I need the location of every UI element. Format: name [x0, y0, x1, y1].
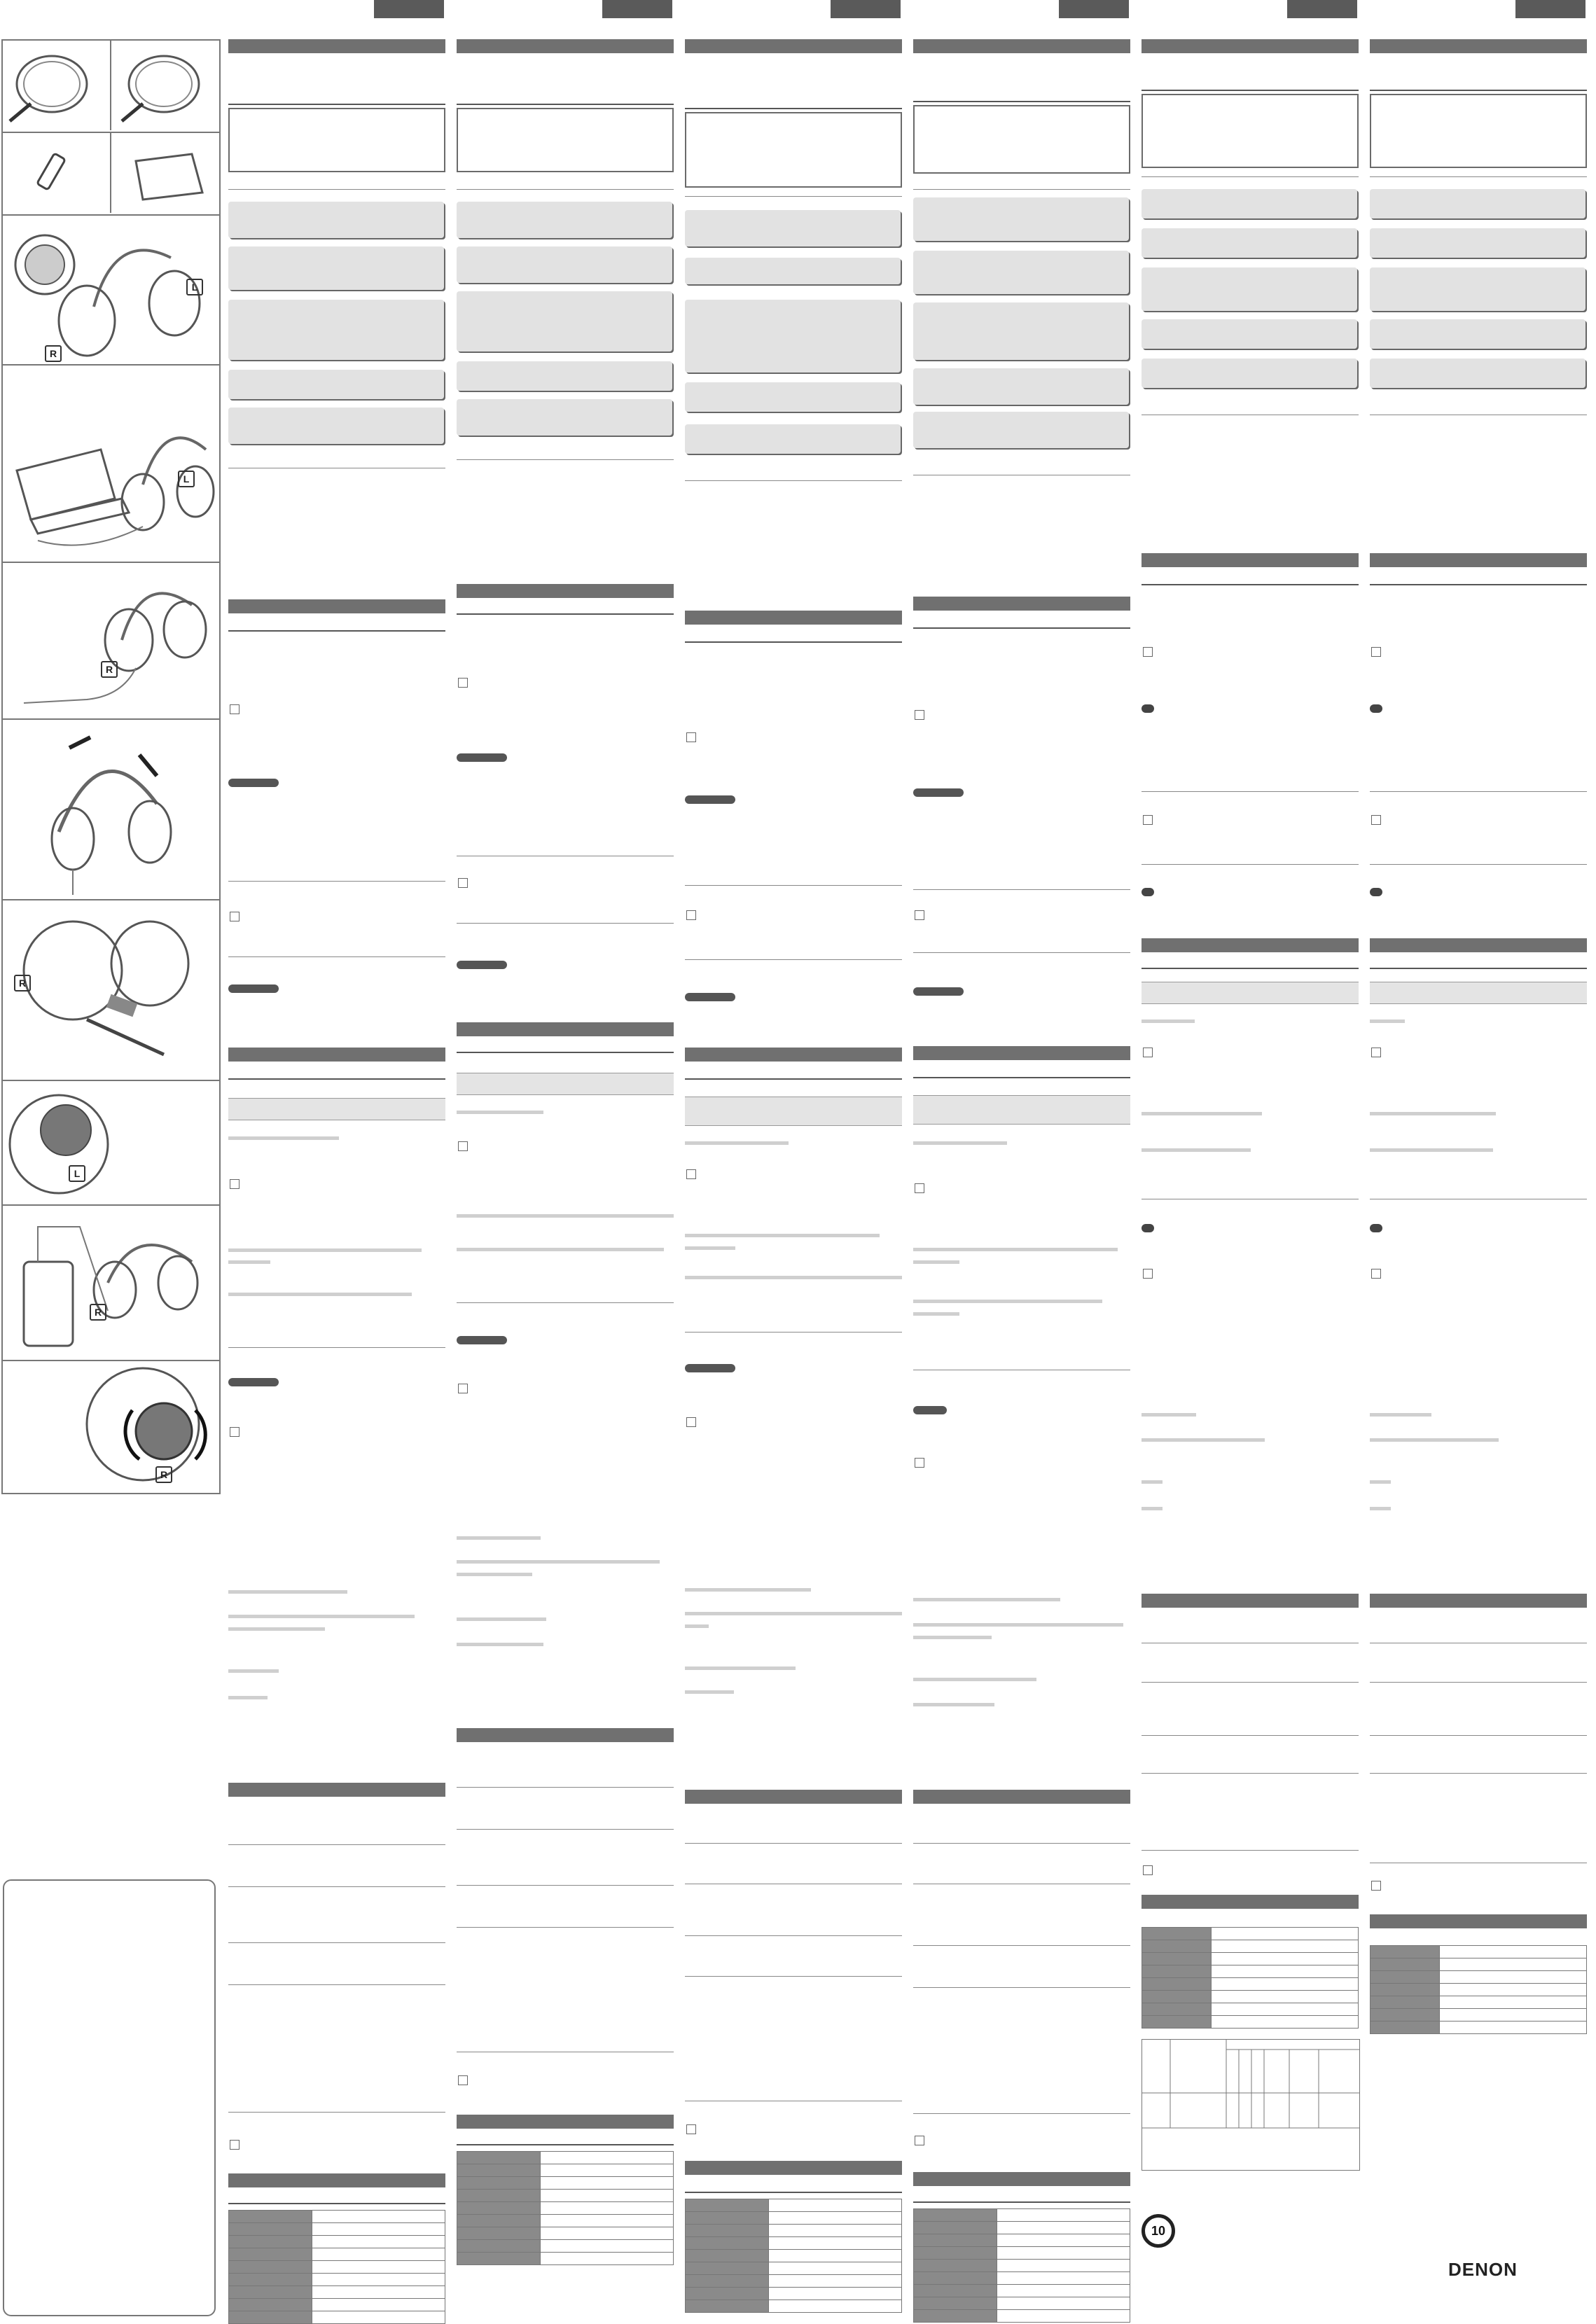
right-marker-3: R [14, 975, 31, 991]
laptop-connection-icon [3, 366, 216, 560]
right-marker: R [45, 345, 62, 362]
earcup-rotate-panel [1, 1360, 221, 1494]
smartphone-connection-panel [1, 1204, 221, 1363]
header-tab-1 [374, 0, 444, 18]
headphone-parts-icon [3, 216, 216, 363]
column-5 [1142, 39, 1359, 2315]
column-2 [457, 39, 674, 2315]
right-marker-5: R [155, 1466, 172, 1483]
note-icon [230, 704, 240, 714]
column-1 [228, 39, 445, 2315]
smartphone-connection-icon [3, 1206, 216, 1358]
left-marker-3: L [69, 1165, 85, 1182]
column-4 [913, 39, 1130, 2315]
denon-logo: DENON [1448, 2259, 1518, 2280]
cable-illustration-icon [3, 41, 216, 130]
adapter-connection-panel [1, 562, 221, 721]
laptop-connection-panel [1, 364, 221, 564]
adapter-pouch-icon [3, 133, 216, 213]
adapter-pouch-panel [1, 132, 221, 217]
cable-attach-icon [3, 900, 216, 1078]
headphone-parts-panel [1, 214, 221, 367]
earcup-icon [3, 1081, 216, 1203]
badge-number: 10 [1151, 2224, 1166, 2238]
column-6 [1370, 39, 1587, 2315]
left-marker: L [186, 279, 203, 295]
cable-attach-panel [1, 899, 221, 1083]
recycle-badge [1142, 2214, 1175, 2248]
adapter-connection-icon [3, 563, 216, 717]
header-tab-4 [1059, 0, 1129, 18]
earcup-panel [1, 1080, 221, 1207]
earcup-rotate-icon [3, 1361, 216, 1490]
accessory-cables-panel [1, 39, 221, 134]
headband-adjust-panel [1, 718, 221, 902]
column-3 [685, 39, 902, 2315]
right-marker-4: R [90, 1304, 106, 1321]
substance-table [1142, 2039, 1360, 2171]
headband-adjust-icon [3, 720, 216, 898]
left-marker-2: L [178, 471, 195, 487]
notice-box [3, 1879, 216, 2316]
substance-grid-icon [1142, 2040, 1359, 2170]
header-tab-5 [1287, 0, 1357, 18]
right-marker-2: R [101, 661, 118, 678]
header-tab-2 [602, 0, 672, 18]
header-tab-3 [831, 0, 901, 18]
header-tab-6 [1515, 0, 1585, 18]
